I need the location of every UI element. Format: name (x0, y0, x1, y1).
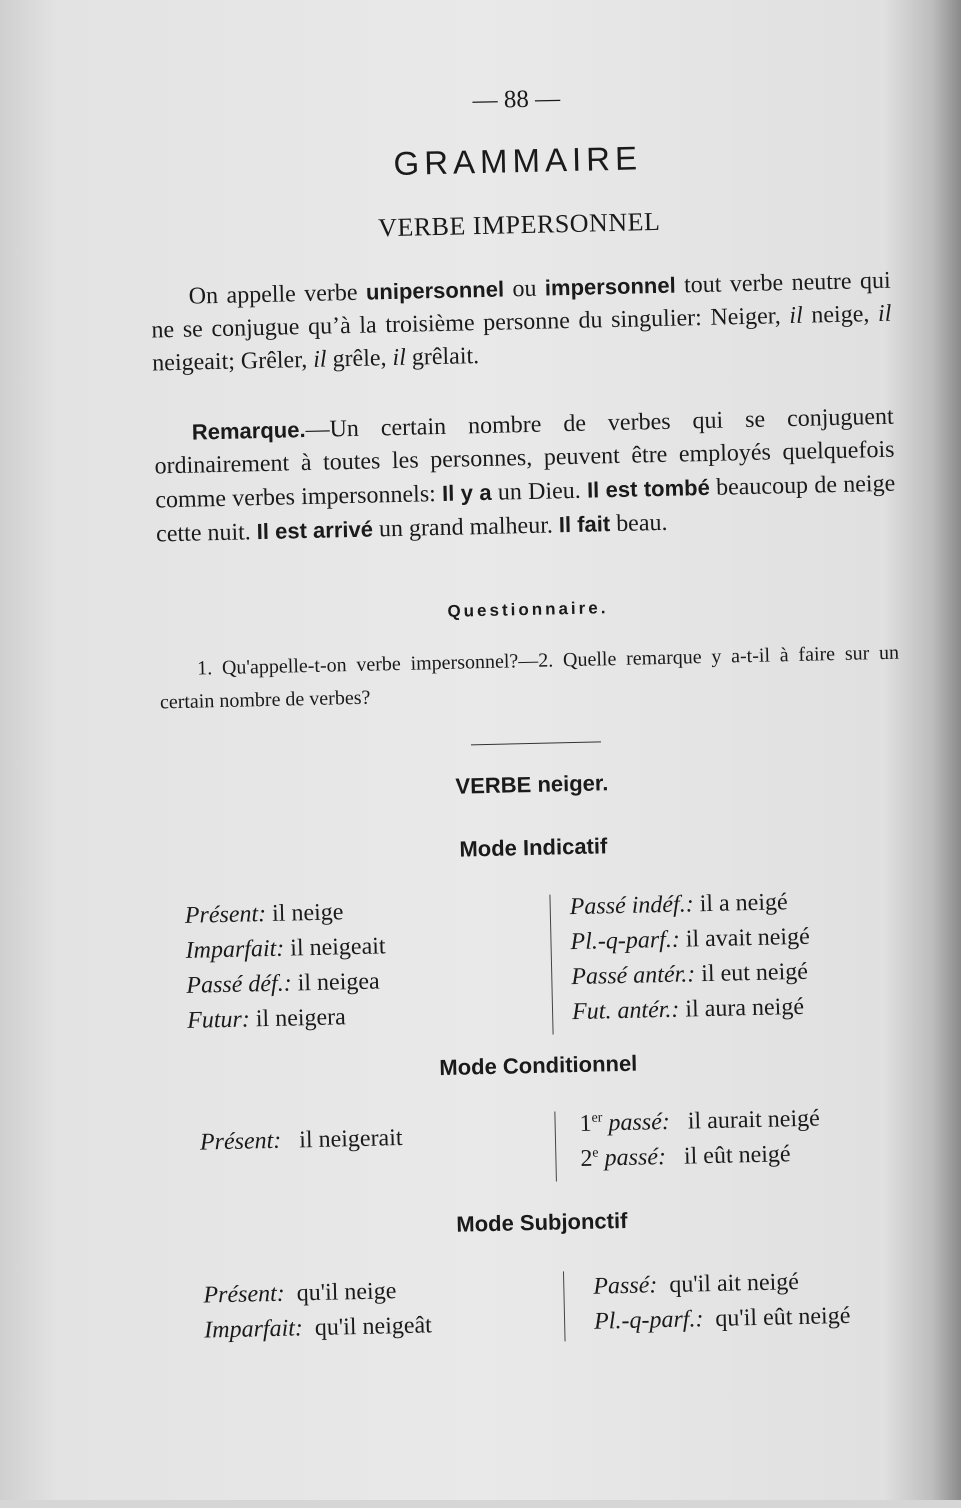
definition-text: tout verbe neutre qui ne se conjugue qu’à la troisième personne du singulier: Neiger, (151, 267, 891, 344)
verb-form: il a neigé (699, 889, 788, 918)
remark-text: beau. (609, 509, 668, 538)
section-title: GRAMMAIRE (393, 139, 643, 182)
conj-row (571, 959, 808, 991)
ordinal-number: 1 (579, 1110, 592, 1137)
definition-text: neigeait; Grêler, (151, 346, 314, 377)
verb-form: il neigea (297, 968, 380, 997)
verb-form: il aurait neigé (687, 1105, 821, 1135)
definition-text: grêlait. (405, 343, 480, 371)
ordinal-number: 2 (580, 1145, 593, 1172)
verb-form: il neigeait (289, 933, 386, 962)
tense-label: Passé déf.: (186, 970, 292, 999)
conj-row (187, 1004, 346, 1035)
definition-text: neige, (802, 301, 879, 329)
remark-label: Remarque. (191, 417, 306, 445)
separator-rule (471, 741, 601, 745)
conj-row (572, 994, 804, 1026)
tense-label: Futur: (186, 1006, 251, 1034)
tense-label: Pl.-q-parf.: (570, 926, 681, 956)
verb-form: il neigera (255, 1004, 347, 1033)
verb-form: il eut neigé (700, 958, 809, 988)
example-bold: Il y a (441, 479, 492, 506)
section-subtitle: VERBE IMPERSONNEL (377, 206, 661, 243)
column-divider (549, 895, 553, 1035)
conj-row (570, 924, 810, 956)
pronoun: il (392, 344, 407, 372)
example-bold: Il fait (558, 511, 611, 538)
verb-form: qu'il neige (296, 1278, 397, 1307)
verb-title: VERBE neiger. (455, 770, 609, 799)
tense-label: Présent: (184, 901, 267, 929)
pronoun: il (789, 302, 804, 330)
questionnaire-title: Questionnaire. (447, 598, 609, 621)
conj-row (579, 1106, 820, 1138)
definition-text: ou (503, 275, 546, 303)
conj-row (569, 889, 788, 921)
tense-label: passé: (608, 1108, 671, 1137)
verb-form: qu'il ait neigé (668, 1269, 800, 1298)
term-impersonnel: impersonnel (544, 272, 676, 301)
conj-row (580, 1141, 791, 1173)
mode-conditionnel-title: Mode Conditionnel (439, 1050, 638, 1081)
tense-label: Imparfait: (185, 935, 285, 964)
conj-row (186, 968, 380, 999)
verb-form: il eût neigé (683, 1141, 791, 1170)
column-divider (554, 1112, 557, 1182)
pronoun: il (877, 300, 892, 328)
mode-subjonctif-title: Mode Subjonctif (456, 1207, 628, 1237)
page-number: — 88 — (472, 85, 561, 115)
conj-row (593, 1269, 799, 1301)
verb-form: qu'il eût neigé (715, 1302, 851, 1332)
verb-form: il aura neigé (685, 993, 805, 1023)
verb-form: qu'il neigeât (314, 1312, 433, 1342)
term-unipersonnel: unipersonnel (365, 276, 505, 305)
tense-label: Imparfait: (203, 1315, 304, 1344)
tense-label: Pl.-q-parf.: (593, 1306, 704, 1335)
tense-label: Présent: (199, 1127, 282, 1156)
questionnaire-text: 1. Qu'appelle-t-on verbe impersonnel?—2. Quelle remarque y a-t-il à faire sur un certain nombre de verbes? (159, 641, 900, 714)
definition-text: On appelle verbe (188, 279, 367, 310)
tense-label: Présent: (203, 1280, 286, 1309)
column-divider (563, 1271, 566, 1341)
conj-row (200, 1125, 403, 1157)
conj-row (204, 1312, 432, 1344)
example-bold: Il est tombé (586, 474, 711, 503)
verb-form: il neige (271, 899, 344, 927)
tense-label: Fut. antér.: (571, 996, 680, 1026)
pronoun: il (312, 346, 327, 373)
verb-form: il avait neigé (685, 923, 811, 953)
remark-text: beaucoup de neige cette nuit. (155, 470, 896, 548)
mode-indicatif-title: Mode Indicatif (459, 833, 608, 862)
example-bold: Il est arrivé (256, 516, 374, 545)
tense-label: Passé indéf.: (569, 891, 694, 921)
remark-paragraph (153, 400, 896, 552)
conj-row (185, 899, 344, 930)
conj-row (185, 933, 386, 965)
remark-text: —Un certain nombre de verbes qui se conjuguent ordinairement à toutes les personnes, peuvent être employés quelquefois comme verbes impersonnels: (154, 403, 895, 514)
definition-text: grêle, (326, 345, 393, 373)
tense-label: Passé: (593, 1272, 658, 1300)
ordinal-suffix: er (591, 1110, 603, 1126)
verb-form: il neigerait (298, 1125, 403, 1154)
remark-text: un grand malheur. (372, 512, 560, 543)
ordinal-suffix: e (592, 1145, 599, 1161)
tense-label: Passé antér.: (571, 961, 696, 991)
conj-row (594, 1303, 851, 1336)
definition-paragraph (150, 264, 892, 381)
page-content (144, 0, 918, 1508)
tense-label: passé: (604, 1144, 667, 1172)
remark-text: un Dieu. (491, 477, 588, 506)
conj-row (203, 1278, 397, 1309)
